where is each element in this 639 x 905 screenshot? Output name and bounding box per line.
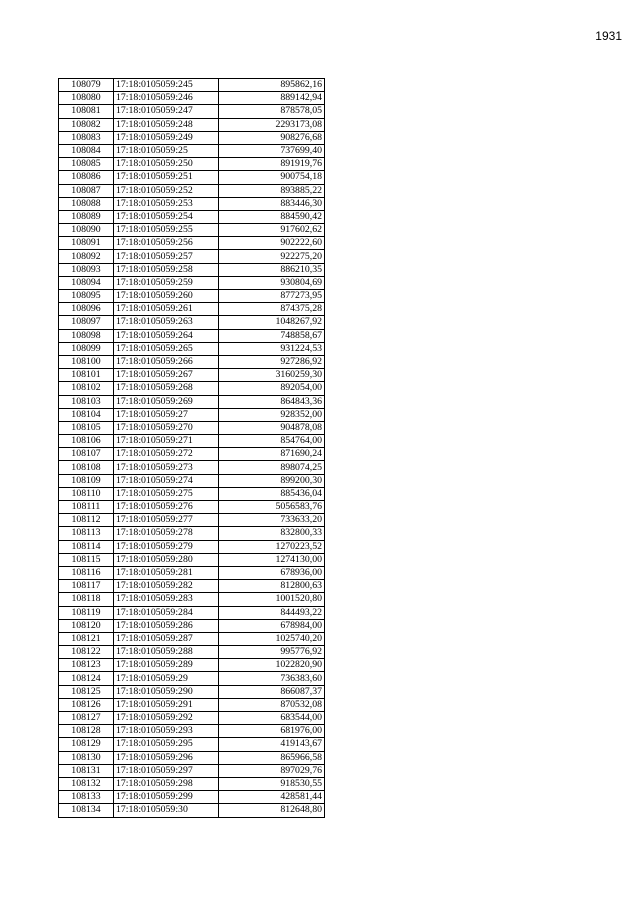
row-number-cell: 108105	[59, 421, 114, 434]
cadastral-number-cell: 17:18:0105059:251	[114, 171, 219, 184]
table-row	[59, 646, 325, 659]
table-row	[59, 672, 325, 685]
row-number-cell: 108112	[59, 514, 114, 527]
row-number-cell: 108080	[59, 92, 114, 105]
cadastral-value-cell: 736383,60	[219, 672, 325, 685]
row-number-cell: 108098	[59, 329, 114, 342]
row-number-cell: 108123	[59, 659, 114, 672]
cadastral-value-cell: 678984,00	[219, 619, 325, 632]
cadastral-number-cell: 17:18:0105059:282	[114, 580, 219, 593]
table-row	[59, 553, 325, 566]
table-row	[59, 369, 325, 382]
row-number-cell: 108090	[59, 224, 114, 237]
row-number-cell: 108096	[59, 303, 114, 316]
row-number-cell: 108099	[59, 342, 114, 355]
row-number-cell: 108091	[59, 237, 114, 250]
table-row	[59, 79, 325, 92]
cadastral-number-cell: 17:18:0105059:270	[114, 421, 219, 434]
table-row	[59, 197, 325, 210]
cadastral-value-cell: 918530,55	[219, 777, 325, 790]
cadastral-number-cell: 17:18:0105059:275	[114, 487, 219, 500]
table-row	[59, 501, 325, 514]
cadastral-number-cell: 17:18:0105059:260	[114, 290, 219, 303]
table-row	[59, 804, 325, 817]
cadastral-number-cell: 17:18:0105059:276	[114, 501, 219, 514]
cadastral-value-cell: 1001520,80	[219, 593, 325, 606]
cadastral-number-cell: 17:18:0105059:267	[114, 369, 219, 382]
cadastral-value-cell: 5056583,76	[219, 501, 325, 514]
cadastral-number-cell: 17:18:0105059:281	[114, 566, 219, 579]
table-row	[59, 777, 325, 790]
row-number-cell: 108122	[59, 646, 114, 659]
row-number-cell: 108130	[59, 751, 114, 764]
table-row	[59, 408, 325, 421]
row-number-cell: 108118	[59, 593, 114, 606]
table-row	[59, 527, 325, 540]
cadastral-value-cell: 683544,00	[219, 712, 325, 725]
cadastral-value-cell: 871690,24	[219, 448, 325, 461]
cadastral-value-cell: 922275,20	[219, 250, 325, 263]
row-number-cell: 108086	[59, 171, 114, 184]
cadastral-value-cell: 889142,94	[219, 92, 325, 105]
row-number-cell: 108126	[59, 698, 114, 711]
row-number-cell: 108084	[59, 144, 114, 157]
row-number-cell: 108129	[59, 738, 114, 751]
cadastral-value-cell: 884590,42	[219, 210, 325, 223]
cadastral-value-cell: 737699,40	[219, 144, 325, 157]
row-number-cell: 108107	[59, 448, 114, 461]
cadastral-value-cell: 733633,20	[219, 514, 325, 527]
table-row	[59, 593, 325, 606]
row-number-cell: 108097	[59, 316, 114, 329]
cadastral-number-cell: 17:18:0105059:269	[114, 395, 219, 408]
row-number-cell: 108108	[59, 461, 114, 474]
row-number-cell: 108088	[59, 197, 114, 210]
cadastral-value-cell: 1022820,90	[219, 659, 325, 672]
table-row	[59, 210, 325, 223]
cadastral-value-cell: 1025740,20	[219, 632, 325, 645]
cadastral-number-cell: 17:18:0105059:293	[114, 725, 219, 738]
row-number-cell: 108087	[59, 184, 114, 197]
row-number-cell: 108106	[59, 435, 114, 448]
table-row	[59, 580, 325, 593]
row-number-cell: 108095	[59, 290, 114, 303]
cadastral-number-cell: 17:18:0105059:256	[114, 237, 219, 250]
cadastral-number-cell: 17:18:0105059:246	[114, 92, 219, 105]
row-number-cell: 108125	[59, 685, 114, 698]
cadastral-value-cell: 866087,37	[219, 685, 325, 698]
cadastral-value-cell: 893885,22	[219, 184, 325, 197]
cadastral-number-cell: 17:18:0105059:268	[114, 382, 219, 395]
cadastral-number-cell: 17:18:0105059:277	[114, 514, 219, 527]
table-row	[59, 751, 325, 764]
cadastral-value-cell: 897029,76	[219, 764, 325, 777]
table-row	[59, 395, 325, 408]
row-number-cell: 108101	[59, 369, 114, 382]
row-number-cell: 108079	[59, 79, 114, 92]
cadastral-value-cell: 891919,76	[219, 158, 325, 171]
cadastral-value-cell: 877273,95	[219, 290, 325, 303]
row-number-cell: 108134	[59, 804, 114, 817]
table-row	[59, 791, 325, 804]
cadastral-value-cell: 995776,92	[219, 646, 325, 659]
cadastral-value-cell: 844493,22	[219, 606, 325, 619]
cadastral-value-cell: 748858,67	[219, 329, 325, 342]
table-row	[59, 698, 325, 711]
row-number-cell: 108131	[59, 764, 114, 777]
cadastral-number-cell: 17:18:0105059:297	[114, 764, 219, 777]
row-number-cell: 108128	[59, 725, 114, 738]
row-number-cell: 108119	[59, 606, 114, 619]
cadastral-number-cell: 17:18:0105059:278	[114, 527, 219, 540]
row-number-cell: 108092	[59, 250, 114, 263]
row-number-cell: 108115	[59, 553, 114, 566]
table-row	[59, 606, 325, 619]
cadastral-value-cell: 419143,67	[219, 738, 325, 751]
cadastral-value-cell: 865966,58	[219, 751, 325, 764]
cadastral-value-cell: 1270223,52	[219, 540, 325, 553]
cadastral-number-cell: 17:18:0105059:30	[114, 804, 219, 817]
cadastral-value-cell: 1048267,92	[219, 316, 325, 329]
cadastral-number-cell: 17:18:0105059:257	[114, 250, 219, 263]
table-row	[59, 316, 325, 329]
cadastral-value-cell: 892054,00	[219, 382, 325, 395]
table-row	[59, 382, 325, 395]
cadastral-number-cell: 17:18:0105059:253	[114, 197, 219, 210]
row-number-cell: 108083	[59, 131, 114, 144]
cadastral-number-cell: 17:18:0105059:274	[114, 474, 219, 487]
cadastral-number-cell: 17:18:0105059:291	[114, 698, 219, 711]
cadastral-value-cell: 908276,68	[219, 131, 325, 144]
cadastral-value-cell: 874375,28	[219, 303, 325, 316]
row-number-cell: 108111	[59, 501, 114, 514]
cadastral-number-cell: 17:18:0105059:273	[114, 461, 219, 474]
cadastral-number-cell: 17:18:0105059:259	[114, 276, 219, 289]
cadastral-value-cell: 885436,04	[219, 487, 325, 500]
table-row	[59, 224, 325, 237]
cadastral-number-cell: 17:18:0105059:245	[114, 79, 219, 92]
table-row	[59, 342, 325, 355]
cadastral-value-cell: 895862,16	[219, 79, 325, 92]
row-number-cell: 108085	[59, 158, 114, 171]
table-row	[59, 540, 325, 553]
row-number-cell: 108103	[59, 395, 114, 408]
cadastral-value-cell: 864843,36	[219, 395, 325, 408]
cadastral-value-cell: 681976,00	[219, 725, 325, 738]
table-row	[59, 566, 325, 579]
row-number-cell: 108117	[59, 580, 114, 593]
table-body	[59, 79, 325, 818]
cadastral-value-cell: 878578,05	[219, 105, 325, 118]
row-number-cell: 108127	[59, 712, 114, 725]
row-number-cell: 108102	[59, 382, 114, 395]
row-number-cell: 108114	[59, 540, 114, 553]
table-row	[59, 514, 325, 527]
cadastral-number-cell: 17:18:0105059:254	[114, 210, 219, 223]
table-row	[59, 685, 325, 698]
table-row	[59, 144, 325, 157]
cadastral-number-cell: 17:18:0105059:263	[114, 316, 219, 329]
table-row	[59, 329, 325, 342]
table-row	[59, 105, 325, 118]
cadastral-number-cell: 17:18:0105059:279	[114, 540, 219, 553]
table-row	[59, 619, 325, 632]
table-row	[59, 92, 325, 105]
cadastral-value-cell: 930804,69	[219, 276, 325, 289]
row-number-cell: 108133	[59, 791, 114, 804]
cadastral-number-cell: 17:18:0105059:289	[114, 659, 219, 672]
cadastral-value-cell: 870532,08	[219, 698, 325, 711]
cadastral-number-cell: 17:18:0105059:25	[114, 144, 219, 157]
cadastral-number-cell: 17:18:0105059:248	[114, 118, 219, 131]
row-number-cell: 108109	[59, 474, 114, 487]
table-row	[59, 435, 325, 448]
cadastral-number-cell: 17:18:0105059:252	[114, 184, 219, 197]
cadastral-number-cell: 17:18:0105059:250	[114, 158, 219, 171]
cadastral-value-cell: 812648,80	[219, 804, 325, 817]
row-number-cell: 108121	[59, 632, 114, 645]
table-row	[59, 303, 325, 316]
cadastral-number-cell: 17:18:0105059:286	[114, 619, 219, 632]
cadastral-number-cell: 17:18:0105059:247	[114, 105, 219, 118]
cadastral-number-cell: 17:18:0105059:295	[114, 738, 219, 751]
cadastral-value-cell: 917602,62	[219, 224, 325, 237]
row-number-cell: 108116	[59, 566, 114, 579]
cadastral-number-cell: 17:18:0105059:284	[114, 606, 219, 619]
row-number-cell: 108094	[59, 276, 114, 289]
table-row	[59, 290, 325, 303]
cadastral-number-cell: 17:18:0105059:258	[114, 263, 219, 276]
table-row	[59, 118, 325, 131]
cadastral-number-cell: 17:18:0105059:261	[114, 303, 219, 316]
cadastral-number-cell: 17:18:0105059:298	[114, 777, 219, 790]
cadastral-value-cell: 902222,60	[219, 237, 325, 250]
row-number-cell: 108132	[59, 777, 114, 790]
cadastral-number-cell: 17:18:0105059:280	[114, 553, 219, 566]
cadastral-value-cell: 428581,44	[219, 791, 325, 804]
cadastral-value-cell: 886210,35	[219, 263, 325, 276]
cadastral-value-cell: 2293173,08	[219, 118, 325, 131]
table-row	[59, 355, 325, 368]
cadastral-number-cell: 17:18:0105059:29	[114, 672, 219, 685]
cadastral-number-cell: 17:18:0105059:292	[114, 712, 219, 725]
cadastral-value-cell: 931224,53	[219, 342, 325, 355]
row-number-cell: 108081	[59, 105, 114, 118]
cadastral-number-cell: 17:18:0105059:283	[114, 593, 219, 606]
row-number-cell: 108124	[59, 672, 114, 685]
cadastral-number-cell: 17:18:0105059:271	[114, 435, 219, 448]
table-row	[59, 421, 325, 434]
row-number-cell: 108110	[59, 487, 114, 500]
table-row	[59, 250, 325, 263]
table-row	[59, 448, 325, 461]
table-row	[59, 461, 325, 474]
cadastral-number-cell: 17:18:0105059:27	[114, 408, 219, 421]
row-number-cell: 108120	[59, 619, 114, 632]
cadastral-value-cell: 900754,18	[219, 171, 325, 184]
table-row	[59, 184, 325, 197]
cadastral-number-cell: 17:18:0105059:299	[114, 791, 219, 804]
cadastral-value-cell: 3160259,30	[219, 369, 325, 382]
table-row	[59, 131, 325, 144]
cadastral-number-cell: 17:18:0105059:288	[114, 646, 219, 659]
table-row	[59, 487, 325, 500]
table-row	[59, 764, 325, 777]
table-row	[59, 712, 325, 725]
table-row	[59, 158, 325, 171]
table-row	[59, 474, 325, 487]
cadastral-number-cell: 17:18:0105059:264	[114, 329, 219, 342]
row-number-cell: 108100	[59, 355, 114, 368]
table-row	[59, 276, 325, 289]
cadastral-number-cell: 17:18:0105059:255	[114, 224, 219, 237]
cadastral-number-cell: 17:18:0105059:249	[114, 131, 219, 144]
cadastral-value-cell: 832800,33	[219, 527, 325, 540]
cadastral-number-cell: 17:18:0105059:287	[114, 632, 219, 645]
cadastral-value-cell: 1274130,00	[219, 553, 325, 566]
table-row	[59, 659, 325, 672]
table-row	[59, 263, 325, 276]
row-number-cell: 108113	[59, 527, 114, 540]
cadastral-value-cell: 854764,00	[219, 435, 325, 448]
page-number: 1931	[595, 29, 622, 43]
cadastral-value-cell: 883446,30	[219, 197, 325, 210]
table-row	[59, 725, 325, 738]
row-number-cell: 108089	[59, 210, 114, 223]
cadastral-number-cell: 17:18:0105059:266	[114, 355, 219, 368]
cadastral-number-cell: 17:18:0105059:265	[114, 342, 219, 355]
cadastral-number-cell: 17:18:0105059:272	[114, 448, 219, 461]
cadastral-value-table	[58, 78, 325, 818]
row-number-cell: 108082	[59, 118, 114, 131]
row-number-cell: 108093	[59, 263, 114, 276]
table-row	[59, 738, 325, 751]
cadastral-value-cell: 812800,63	[219, 580, 325, 593]
cadastral-value-cell: 904878,08	[219, 421, 325, 434]
cadastral-value-cell: 678936,00	[219, 566, 325, 579]
table-row	[59, 237, 325, 250]
row-number-cell: 108104	[59, 408, 114, 421]
cadastral-value-cell: 899200,30	[219, 474, 325, 487]
cadastral-value-cell: 927286,92	[219, 355, 325, 368]
table-row	[59, 171, 325, 184]
cadastral-value-cell: 898074,25	[219, 461, 325, 474]
table-row	[59, 632, 325, 645]
cadastral-value-cell: 928352,00	[219, 408, 325, 421]
cadastral-number-cell: 17:18:0105059:296	[114, 751, 219, 764]
cadastral-number-cell: 17:18:0105059:290	[114, 685, 219, 698]
